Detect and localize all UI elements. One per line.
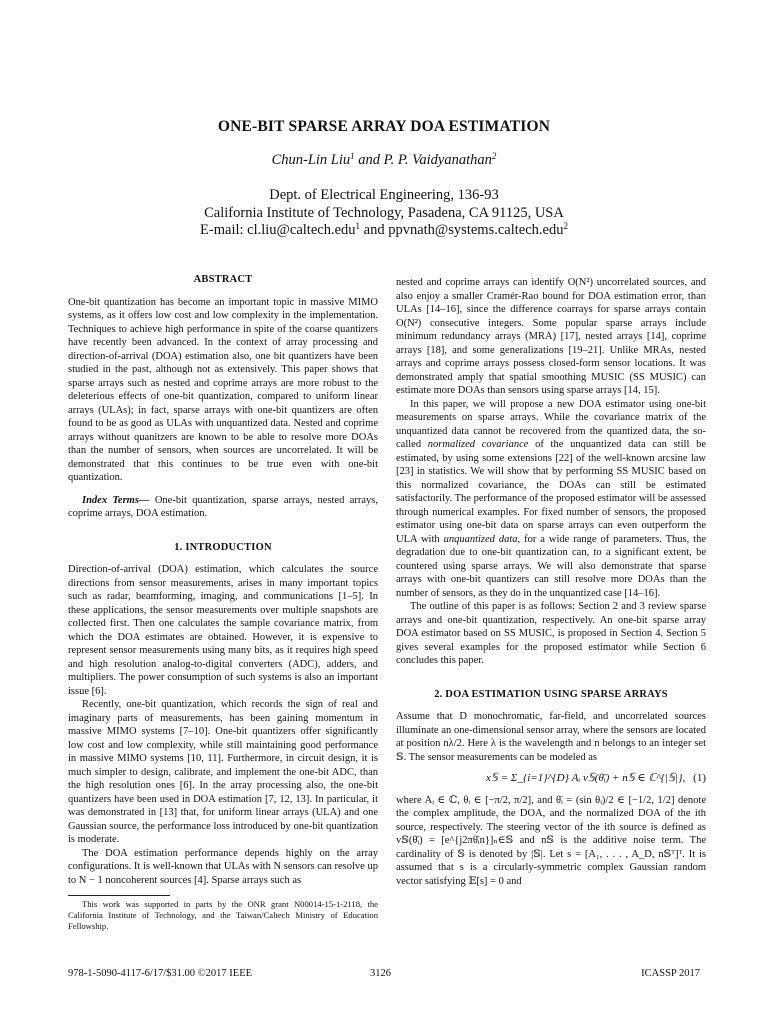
author-first: Chun-Lin Liu [271, 152, 351, 168]
email-sup-1: 1 [355, 221, 361, 231]
section2-paragraph-1: Assume that D monochromatic, far-field, and uncorrelated sources illuminate an one-dimensional sensor array, where the sensors are located at position nλ/2. Here λ is the wavelength and n belongs to an integer set 𝕊. The sensor measurements can be modeled as [396, 711, 706, 763]
section2-heading: 2. DOA ESTIMATION USING SPARSE ARRAYS [434, 688, 668, 700]
affiliation-email [0, 222, 768, 240]
equation-1-body: x𝕊 = Σ_{i=1}^{D} Aᵢ v𝕊(θ̄ᵢ) + n𝕊 ∈ ℂ^{|𝕊|}, [486, 772, 686, 784]
email-mid: and ppvnath@systems.caltech.edu [360, 222, 564, 238]
author-and: and [354, 152, 384, 168]
footnote-text: This work was supported in parts by the ONR grant N00014-15-1-2118, the California Institute of Technology, and the Taiwan/Caltech Ministry of Education Fellowship. [68, 899, 378, 931]
right-paragraph-3: The outline of this paper is as follows: Section 2 and 3 review sparse arrays and one-bit quantization, respectively. An one-bit sparse array DOA estimator based on SS MUSIC, is proposed in Section 4. Section 5 gives several examples for the proposed estimator while Section 6 concludes this paper. [396, 601, 706, 666]
intro-paragraph-3: The DOA estimation performance depends highly on the array configurations. It is well-known that ULAs with N sensors can resolve up to N − 1 noncoherent sources [4]. Sparse arrays such as [68, 847, 378, 886]
p2-part-b: of the unquantized data can still be estimated, by using some extensions [22] of the well-known arcsine law [23] in statistics. We will show that by performing SS MUSIC based on this normalized covariance, the DOAs can still be estimated satisfactorily. The performance of the proposed estimator will be assessed through numerical examples. For fixed number of sensors, the proposed estimator using one-bit data on sparse arrays can even outperform the ULA with [396, 439, 706, 545]
footer-conference: ICASSP 2017 [641, 968, 700, 979]
intro-paragraph-1: Direction-of-arrival (DOA) estimation, which calculates the source directions from sensor measurements, arises in many important topics such as radar, beamforming, imaging, and communications [1–5]. In these applications, the sensor measurements over multiple snapshots are collected first. Then one calculates the sample covariance matrix, from which the DOA estimates are obtained. However, it is expensive to represent sensor measurements using many bits, as it requires high speed and high resolution analog-to-digital converters (ADC), adders, and multipliers. The power consumption of such systems is also an important issue [6]. [68, 564, 378, 697]
right-paragraph-2 [396, 398, 706, 601]
intro-heading: 1. INTRODUCTION [174, 541, 272, 553]
equation-1 [396, 772, 706, 786]
abstract-heading: ABSTRACT [193, 274, 253, 285]
index-terms-label: Index Terms— [82, 494, 150, 506]
left-column [68, 273, 378, 887]
footer-page-number: 3126 [370, 968, 391, 979]
affiliation-block [0, 187, 768, 240]
email-prefix: E-mail: cl.liu@caltech.edu [200, 222, 356, 238]
author-second-sup: 2 [491, 151, 497, 161]
footnote [68, 899, 378, 932]
paper-title: ONE-BIT SPARSE ARRAY DOA ESTIMATION [217, 118, 551, 135]
equation-1-number: (1) [693, 772, 706, 784]
author-line [0, 152, 768, 169]
footnote-divider [68, 895, 170, 896]
p2-emphasis-unquantized-data: unquantized data [443, 533, 518, 545]
affiliation-institute: California Institute of Technology, Pasadena, CA 91125, USA [204, 204, 564, 221]
right-paragraph-1: nested and coprime arrays can identify O(N²) uncorrelated sources, and also enjoy a smaller Cramér-Rao bound for DOA estimation error, than ULAs [14–16], since the difference coarrays for sparse arrays contain O(N²) consecutive integers. Some popular sparse arrays include minimum redundancy arrays (MRA) [17], nested arrays [14], coprime arrays [18], and some generalizations [19–21]. Unlike MRAs, nested arrays and coprime arrays possess closed-form sensor locations. It was demonstrated amply that spatial smoothing MUSIC (SS MUSIC) can estimate more DOAs than sensors using sparse arrays [14, 15]. [396, 277, 706, 396]
affiliation-dept: Dept. of Electrical Engineering, 136-93 [269, 187, 499, 203]
footer-isbn: 978-1-5090-4117-6/17/$31.00 ©2017 IEEE [68, 968, 253, 979]
right-column [396, 276, 706, 888]
author-second: P. P. Vaidyanathan [383, 152, 492, 168]
p2-emphasis-normalized-covariance: normalized covariance [427, 439, 529, 450]
intro-paragraph-2: Recently, one-bit quantization, which records the sign of real and imaginary parts of measurements, has been gaining momentum in massive MIMO systems [7–10]. One-bit quantizers offer significantly low cost and low complexity, while still maintaining good performance in massive MIMO systems [10, 11]. Furthermore, in circuit design, it is much simpler to design, calibrate, and implement the one-bit ADC, than the high resolution ones [6]. In the array processing also, the one-bit quantizers have been used in DOA estimation [7, 12, 13]. In particular, it was demonstrated in [13] that, for uniform linear arrays (ULA) and one Gaussian source, the performance loss introduced by one-bit quantization is moderate. [68, 699, 378, 845]
abstract-text: One-bit quantization has become an important topic in massive MIMO systems, as it offers low cost and low complexity in the implementation. Techniques to achieve high performance in spite of the coarse quantizers have recently been advanced. In the context of array processing and direction-of-arrival (DOA) estimation also, one bit quantizers have been studied in the past, although not as extensively. This paper shows that sparse arrays such as nested and coprime arrays are more robust to the deleterious effects of one-bit quantization, compared to uniform linear arrays (ULAs); in fact, sparse arrays with one-bit quantizers are often found to be as good as ULAs with unquantized data. Nested and coprime arrays without quanitzers are known to be able to resolve more DOAs than the number of sensors, when sources are uncorrelated. It will be demonstrated that this continues to be true even with one-bit quantization. [68, 296, 378, 483]
p2-part-a: In this paper, we will propose a new DOA estimator using one-bit measurements on sparse arrays. While the covariance matrix of the unquantized data cannot be recovered from the quantized data, the so-called [396, 398, 706, 450]
p2-part-c: , for a wide range of parameters. Thus, the degradation due to one-bit quantization can, to a significant extent, be countered using sparse arrays. We will also demonstrate that sparse arrays with one-bit quantizers can still resolve more DOAs than the number of sensors, as they do in the unquantized case [14–16]. [396, 533, 707, 599]
index-terms-text: One-bit quantization, sparse arrays, nested arrays, coprime arrays, DOA estimation. [68, 494, 378, 519]
email-sup-2: 2 [563, 221, 568, 231]
section2-paragraph-2: where Aᵢ ∈ ℂ, θᵢ ∈ [−π/2, π/2], and θ̄ᵢ = (sin θᵢ)/2 ∈ [−1/2, 1/2] denote the complex amplitude, the DOA, and the normalized DOA of the ith source, respectively. The steering vector of the ith source is defined as v𝕊(θ̄ᵢ) = [e^{j2πθ̄ᵢn}]ₙ∈𝕊 and n𝕊 is the additive noise term. The cardinality of 𝕊 is denoted by |𝕊|. Let s = [A₁, . . . , A_D, n𝕊ᵀ]ᵀ. It is assumed that s is a circularly-symmetric complex Gaussian random vector satisfying 𝔼[s] = 0 and [396, 794, 706, 887]
author-first-sup: 1 [350, 151, 355, 161]
index-terms [68, 494, 378, 521]
